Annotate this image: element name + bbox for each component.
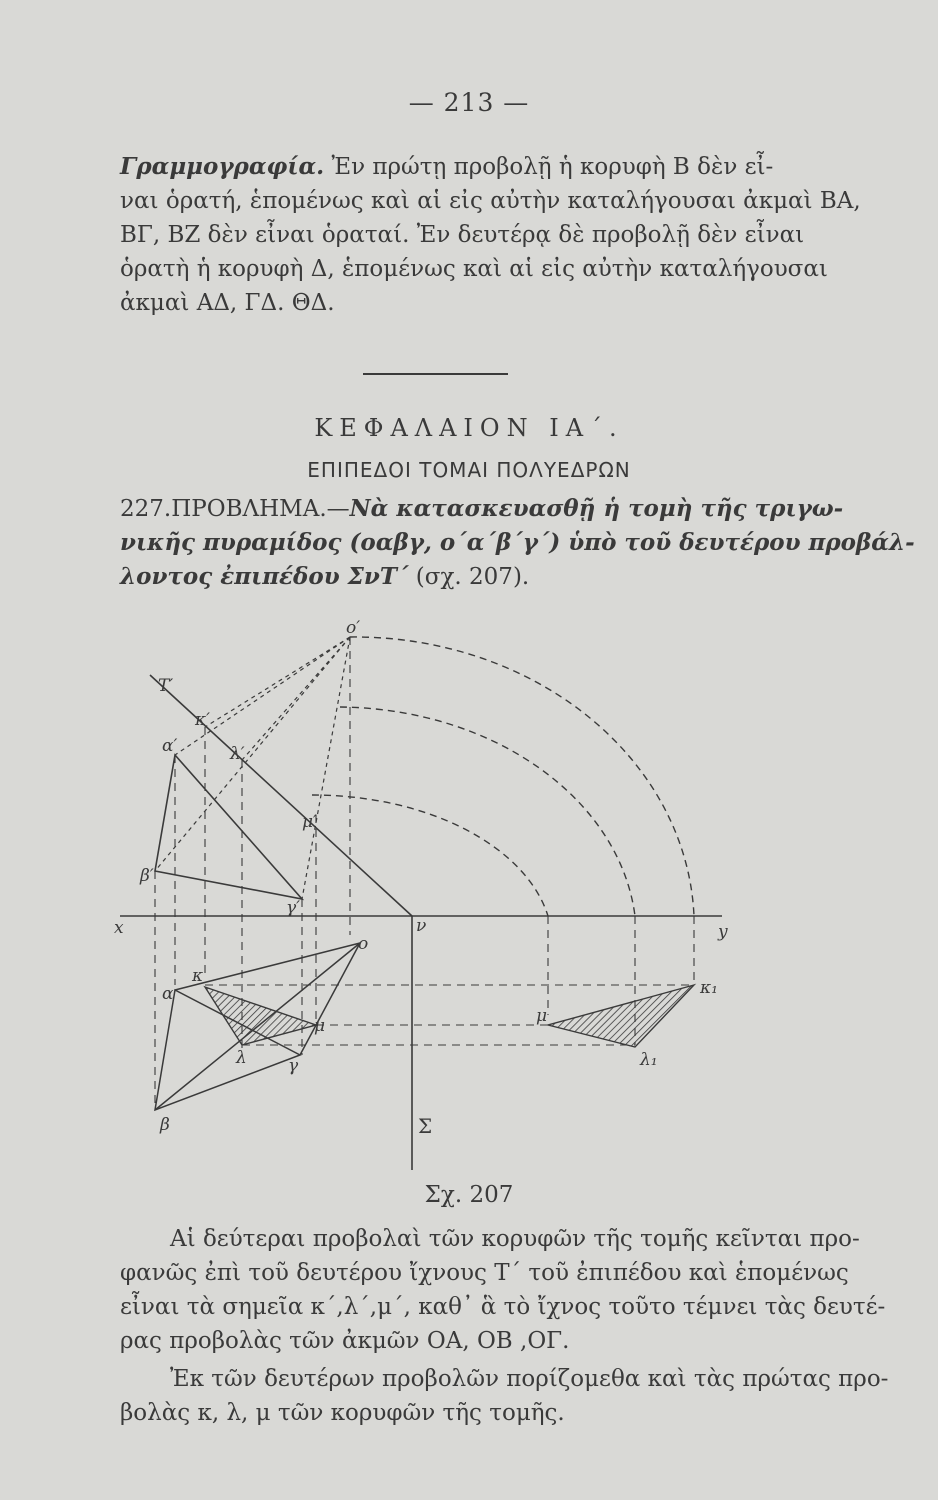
intro-line: ΒΓ, ΒΖ δὲν εἶναι ὁραταί. Ἐν δευτέρᾳ δὲ προβολῇ δὲν εἶναι xyxy=(120,222,805,248)
label-l-prime: λ′ xyxy=(230,744,245,764)
problem-line: 227.ΠΡΟΒΛΗΜΑ.—Νὰ κατασκευασθῇ ἡ τομὴ τῆς τριγω- xyxy=(120,495,844,522)
label-o: o xyxy=(358,934,369,954)
paragraph-line: Αἱ δεύτεραι προβολαὶ τῶν κορυφῶν τῆς τομῆς κεῖνται προ- xyxy=(170,1226,860,1252)
intro-paragraph xyxy=(120,150,861,320)
paragraph-line: εἶναι τὰ σημεῖα κ΄,λ΄,μ΄, καθ᾽ ἃ τὸ ἴχνος τοῦτο τέμνει τὰς δευτέ- xyxy=(120,1294,886,1320)
paragraph-line: Ἐκ τῶν δευτέρων προβολῶν πορίζομεθα καὶ τὰς πρώτας προ- xyxy=(170,1366,889,1392)
page-number: — 213 — xyxy=(408,88,530,117)
intro-line: ἀκμαὶ ΑΔ, ΓΔ. ΘΔ. xyxy=(120,290,335,316)
problem-line: λοντος ἐπιπέδου ΣνΤ΄ (σχ. 207). xyxy=(120,563,530,590)
label-k1: κ₁ xyxy=(700,978,718,998)
intro-line: ὁρατὴ ἡ κορυφὴ Δ, ἑπομένως καὶ αἱ εἰς αὐτὴν καταλήγουσαι xyxy=(120,256,828,282)
problem-number: 227.ΠΡΟΒΛΗΜΑ.— xyxy=(120,496,350,522)
label-b: β xyxy=(160,1115,170,1135)
label-sigma: Σ xyxy=(418,1114,433,1138)
label-m-prime: μ′ xyxy=(302,812,317,832)
arc-middle xyxy=(340,707,635,916)
label-g: γ xyxy=(288,1056,299,1076)
paragraph-line: ρας προβολὰς τῶν ἀκμῶν ΟΑ, ΟΒ ,ΟΓ. xyxy=(120,1328,570,1354)
label-l: λ xyxy=(236,1048,247,1068)
label-g-prime: γ′ xyxy=(286,898,301,918)
intro-line: ναι ὁρατή, ἑπομένως καὶ αἱ εἰς αὐτὴν καταλήγουσαι ἀκμαὶ ΒΑ, xyxy=(120,188,861,214)
label-o-prime: o′ xyxy=(346,618,361,638)
label-b-prime: β′ xyxy=(140,866,154,886)
label-m: μ xyxy=(314,1016,326,1036)
label-k-prime: κ′ xyxy=(195,710,211,730)
section-true xyxy=(548,985,694,1047)
paragraph-line: φανῶς ἐπὶ τοῦ δευτέρου ἴχνους Τ΄ τοῦ ἐπιπέδου καὶ ἑπομένως xyxy=(120,1260,849,1286)
problem-line: νικῆς πυραμίδος (οαβγ, ο΄α΄β΄γ΄) ὑπὸ τοῦ δευτέρου προβάλ- xyxy=(120,529,915,556)
label-k: κ xyxy=(192,966,204,986)
paragraph-line: βολὰς κ, λ, μ τῶν κορυφῶν τῆς τομῆς. xyxy=(120,1400,565,1426)
intro-line: Γραμμογραφία. Ἐν πρώτῃ προβολῇ ἡ κορυφὴ Β δὲν εἶ- xyxy=(120,153,774,180)
paragraph-2 xyxy=(120,1222,886,1358)
label-m1: μ xyxy=(536,1006,548,1026)
figure-caption: Σχ. 207 xyxy=(424,1182,514,1208)
section-divider xyxy=(363,373,508,375)
label-t-prime: T′ xyxy=(158,676,174,696)
label-v: ν xyxy=(416,916,427,936)
label-l1: λ₁ xyxy=(640,1050,658,1070)
label-a-prime: α′ xyxy=(162,736,178,756)
section-plan xyxy=(205,987,316,1045)
chapter-subtitle: ΕΠΙΠΕΔΟΙ ΤΟΜΑΙ ΠΟΛΥΕΔΡΩΝ xyxy=(307,458,631,482)
problem-statement xyxy=(120,492,915,594)
trace-t xyxy=(150,675,412,916)
upper-triangle xyxy=(155,755,302,899)
label-x: x xyxy=(114,918,124,938)
label-y: y xyxy=(718,922,728,942)
label-a: α xyxy=(162,984,174,1004)
intro-lead: Γραμμογραφία. xyxy=(120,153,325,180)
paragraph-3 xyxy=(120,1362,889,1430)
geometry-figure xyxy=(100,615,740,1175)
arc-outer xyxy=(350,637,694,916)
chapter-title: ΚΕΦΑΛΑΙΟΝ ΙΑ΄. xyxy=(314,414,624,442)
